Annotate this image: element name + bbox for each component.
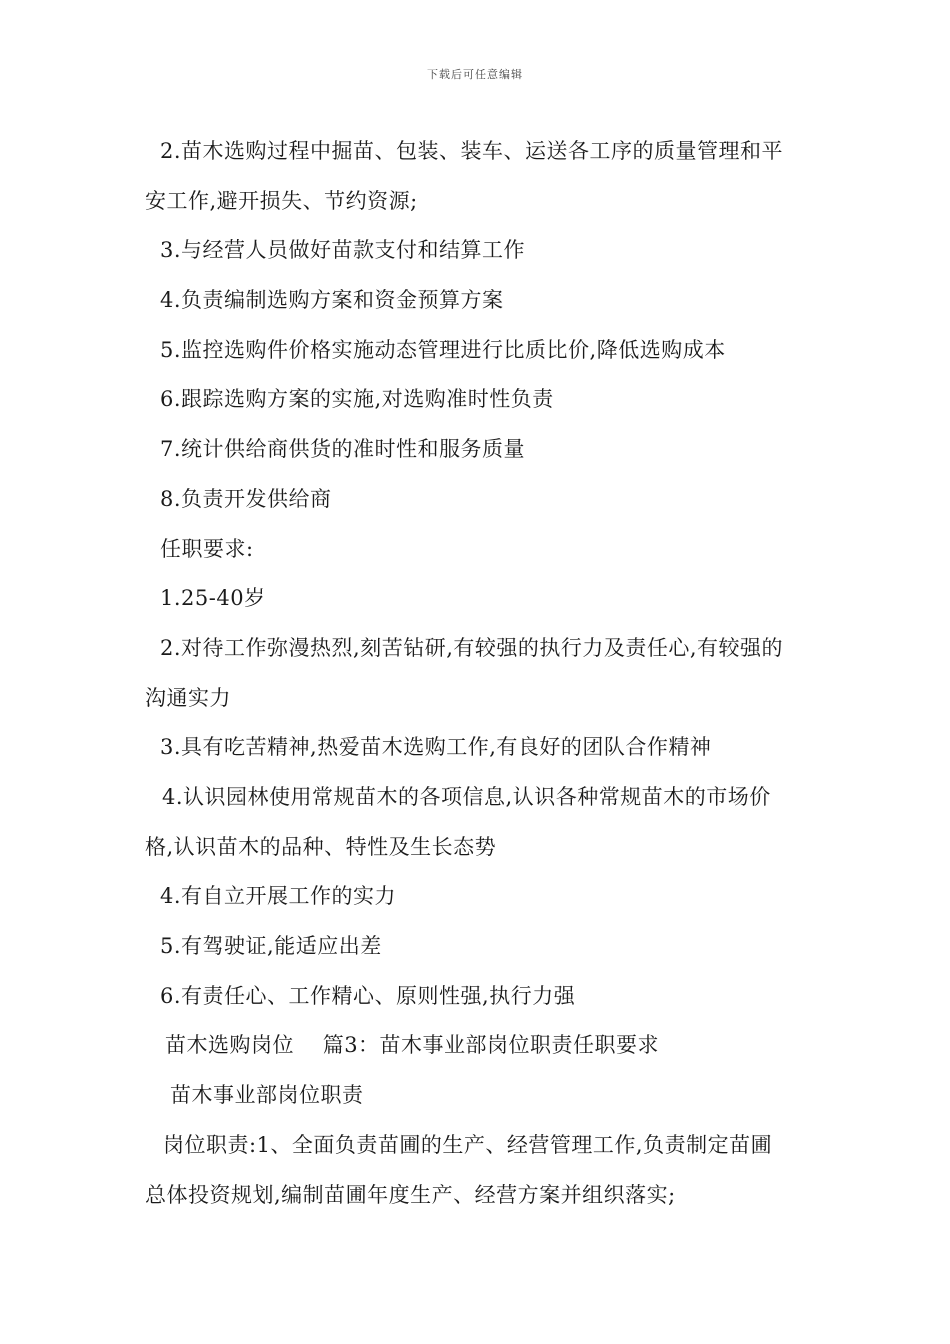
body-line: 8.负责开发供给商 bbox=[160, 487, 332, 511]
body-line: 4.有自立开展工作的实力 bbox=[160, 884, 397, 908]
body-line: 5.监控选购件价格实施动态管理进行比质比价,降低选购成本 bbox=[160, 338, 726, 362]
body-line: 格,认识苗木的品种、特性及生长态势 bbox=[145, 835, 497, 859]
body-line: 沟通实力 bbox=[145, 686, 231, 710]
body-line: 2.对待工作弥漫热烈,刻苦钻研,有较强的执行力及责任心,有较强的 bbox=[160, 636, 784, 660]
page-header: 下载后可任意编辑 bbox=[427, 68, 523, 81]
body-line: 3.与经营人员做好苗款支付和结算工作 bbox=[160, 238, 526, 262]
body-line: 6.跟踪选购方案的实施,对选购准时性负责 bbox=[160, 387, 554, 411]
body-line: 5.有驾驶证,能适应出差 bbox=[160, 934, 382, 958]
body-line: 1.25-40岁 bbox=[160, 586, 266, 610]
section-heading: 苗木事业部岗位职责 bbox=[170, 1083, 364, 1107]
section-heading: 任职要求: bbox=[160, 537, 254, 561]
body-line: 6.有责任心、工作精心、原则性强,执行力强 bbox=[160, 984, 576, 1008]
body-line: 岗位职责:1、全面负责苗圃的生产、经营管理工作,负责制定苗圃 bbox=[163, 1133, 773, 1157]
body-line: 4.认识园林使用常规苗木的各项信息,认识各种常规苗木的市场价 bbox=[162, 785, 771, 809]
body-line: 7.统计供给商供货的准时性和服务质量 bbox=[160, 437, 526, 461]
body-line: 总体投资规划,编制苗圃年度生产、经营方案并组织落实; bbox=[145, 1183, 676, 1207]
body-line: 安工作,避开损失、节约资源; bbox=[145, 189, 418, 213]
body-line: 4.负责编制选购方案和资金预算方案 bbox=[160, 288, 504, 312]
body-line: 3.具有吃苦精神,热爱苗木选购工作,有良好的团队合作精神 bbox=[160, 735, 712, 759]
body-line: 2.苗木选购过程中掘苗、包装、装车、运送各工序的质量管理和平 bbox=[160, 139, 784, 163]
section-title: 苗木选购岗位 篇3：苗木事业部岗位职责任职要求 bbox=[165, 1033, 660, 1057]
